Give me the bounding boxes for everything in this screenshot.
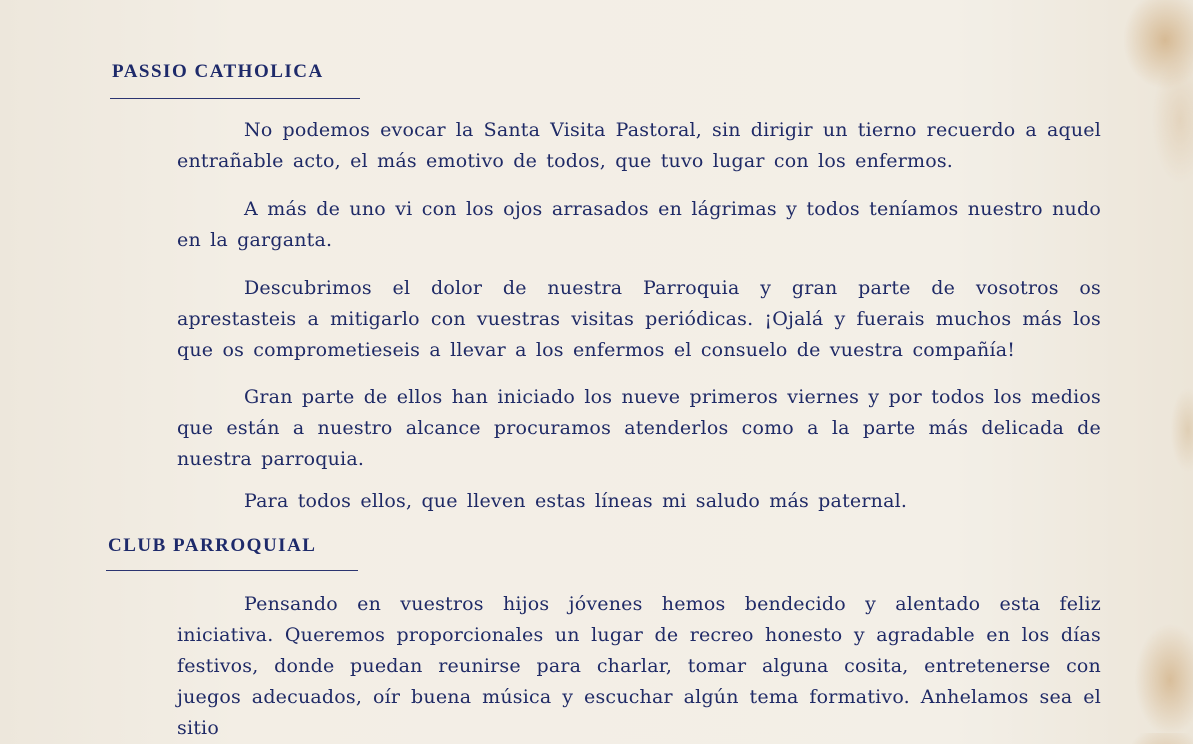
paragraph: A más de uno vi con los ojos arrasados en lágrimas y todos teníamos nuestro nudo en la garganta. [177,198,1101,251]
paragraph: Para todos ellos, que lleven estas líneas mi saludo más paternal. [244,490,908,512]
heading-underline [110,98,360,99]
paragraph: No podemos evocar la Santa Visita Pastoral, sin dirigir un tierno recuerdo a aquel entrañable acto, el más emotivo de todos, que tuvo lugar con los enfermos. [177,119,1101,172]
paragraph: Gran parte de ellos han iniciado los nueve primeros viernes y por todos los medios que están a nuestro alcance procuramos atenderlos como a la parte más delicada de nuestra parroquia. [177,386,1101,470]
paragraph: Pensando en vuestros hijos jóvenes hemos bendecido y alentado esta feliz iniciativa. Queremos proporcionales un lugar de recreo honesto y agradable en los días festivos, donde puedan reunirse para charlar, tomar alguna cosita, entretenerse con juegos adecuados, oír buena música y escuchar algún tema formativo. Anhelamos sea el sitio [177,593,1101,739]
section-heading-passio-catholica: PASSIO CATHOLICA [112,61,324,82]
heading-underline [106,570,358,571]
section-heading-club-parroquial: CLUB PARROQUIAL [108,535,317,556]
paragraph: Descubrimos el dolor de nuestra Parroquia y gran parte de vosotros os aprestasteis a mitigarlo con vuestras visitas periódicas. ¡Ojalá y fuerais muchos más los que os comprometieseis a llevar a los enfermos el consuelo de vuestra compañía! [177,277,1101,361]
